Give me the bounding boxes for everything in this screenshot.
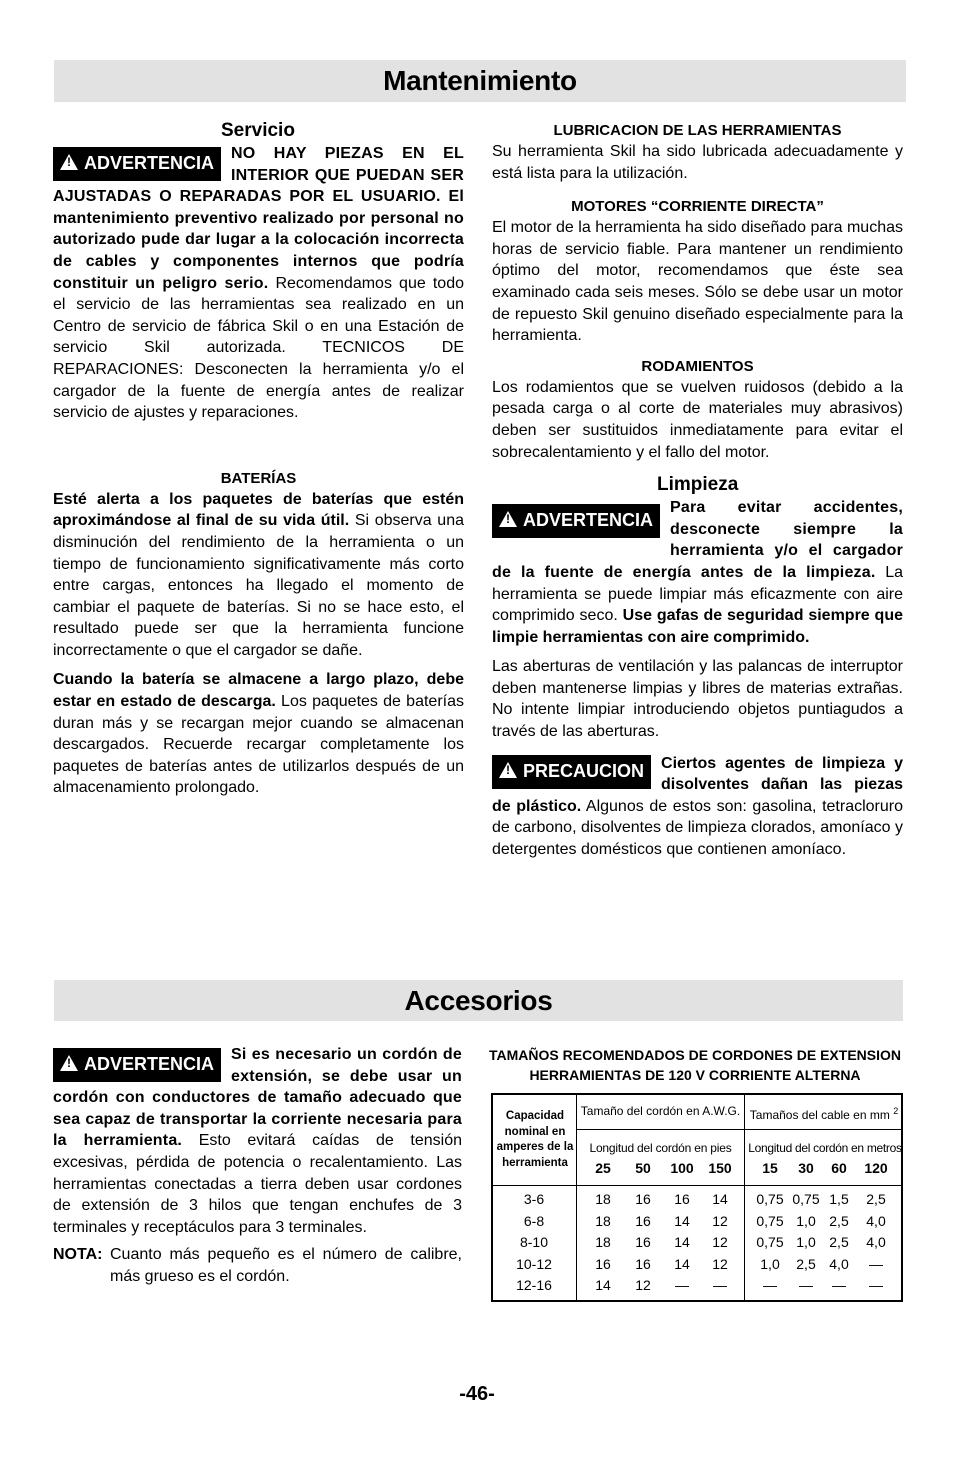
feet-header-cell: 150 bbox=[708, 1160, 732, 1176]
awg-cell: 16 bbox=[635, 1191, 651, 1207]
baterias-paragraph-2: Cuando la batería se almacene a largo plazo, debe estar en estado de descarga. Los paquetes de baterías duran más y se recargan mejor cuando se almacenan descargados. Recuerde recargar completamente los paquetes de baterías antes de utilizarlos después de un almacenamiento prolongado. bbox=[53, 671, 464, 797]
awg-cell: 12 bbox=[712, 1255, 728, 1272]
nota bbox=[53, 1244, 462, 1287]
servicio-warning-bold: NO HAY PIEZAS EN EL INTERIOR QUE PUEDAN SER AJUSTADAS O REPARADAS POR EL USUARIO. El mantenimiento preventivo realizado por personal no autorizado pude dar lugar a la colocación incorrecta de cables y componentes internos que podría constituir un peligro serio. bbox=[53, 145, 464, 292]
awg-cell: 14 bbox=[674, 1255, 690, 1272]
mm-cell: 2,5 bbox=[796, 1255, 816, 1272]
rodamientos-text: Los rodamientos que se vuelven ruidosos (debido a la pesada carga o al corte de materiales muy abrasivos) deben ser sustituidos inmediatamente para evitar el sobrecalentamiento y el fallo del motor. bbox=[492, 378, 903, 461]
col-header-amperes: Capacidad nominal en amperes de la herramienta bbox=[496, 1110, 574, 1169]
motores-heading: MOTORES “CORRIENTE DIRECTA” bbox=[571, 198, 824, 216]
nota-label: NOTA: bbox=[53, 1246, 103, 1264]
awg-cell: 18 bbox=[595, 1212, 611, 1229]
meters-label: Longitud del cordón en metros bbox=[748, 1141, 902, 1155]
limpieza-warning: !ADVERTENCIA Para evitar accidentes, desconecte siempre la herramienta y/o el cargador de la fuente de energía antes de la limpieza. La herramienta se puede limpiar más eficazmente con aire comprimido seco. Use gafas de seguridad siempre que limpie herramientas con aire comprimido. bbox=[492, 497, 903, 648]
feet-header-cell: 100 bbox=[670, 1160, 694, 1176]
limpieza-heading: Limpieza bbox=[657, 474, 739, 496]
awg-cell: 16 bbox=[635, 1212, 651, 1229]
awg-cell: — bbox=[713, 1277, 727, 1294]
awg-cell: 18 bbox=[595, 1191, 611, 1207]
feet-header-cell: 25 bbox=[595, 1160, 611, 1176]
warning-badge: !ADVERTENCIA bbox=[53, 147, 221, 181]
mm-cell: 4,0 bbox=[866, 1234, 886, 1251]
awg-cell: 14 bbox=[712, 1191, 728, 1207]
awg-cell: 16 bbox=[674, 1191, 690, 1207]
warning-triangle-icon bbox=[60, 154, 78, 170]
amps-cell: 8-10 bbox=[519, 1234, 549, 1251]
mm-cell: 0,75 bbox=[792, 1191, 820, 1207]
accessories-warning: !ADVERTENCIA Si es necesario un cordón de extensión, se debe usar un cordón con conductores de tamaño adecuado que sea capaz de transportar la corriente necesaria para la herramienta. Esto evitará caídas de tensión excesivas, pérdida de potencia o recalentamiento. Las herramientas conectadas a tierra deben usar cordones de extensión de 3 hilos que tengan enchufes de 3 terminales y receptáculos para 3 terminales. bbox=[53, 1044, 462, 1238]
warning-triangle-icon bbox=[499, 511, 517, 527]
servicio-heading: Servicio bbox=[221, 120, 295, 141]
awg-cell: 14 bbox=[674, 1212, 690, 1229]
accessories-warning-bold: Si es necesario un cordón de extensión, se debe usar un cordón con conductores de tamaño adecuado que sea capaz de transportar la corriente necesaria para la herramienta. bbox=[53, 1046, 462, 1150]
warning-badge: !ADVERTENCIA bbox=[53, 1048, 221, 1082]
awg-cell: 12 bbox=[635, 1277, 651, 1294]
limpieza-paragraph-2: Las aberturas de ventilación y las palancas de interruptor deben mantenerse limpias y libres de materias extrañas. No intente limpiar introduciendo objetos puntiagudos a través de las aberturas. bbox=[492, 658, 903, 741]
mm-cell: 0,75 bbox=[756, 1191, 784, 1207]
warning-triangle-icon bbox=[60, 1055, 78, 1071]
warning-triangle-icon bbox=[499, 762, 517, 778]
right-column bbox=[492, 120, 903, 861]
mm-cell: 2,5 bbox=[829, 1234, 849, 1251]
mm-cell: 4,0 bbox=[866, 1212, 886, 1229]
awg-cell: 18 bbox=[595, 1234, 611, 1251]
meters-header-cell: 60 bbox=[831, 1160, 847, 1176]
caution-bold: Ciertos agentes de limpieza y disolventes dañan las piezas de plástico. bbox=[492, 754, 903, 815]
feet-header-cell: 50 bbox=[635, 1160, 651, 1176]
feet-label: Longitud del cordón en pies bbox=[589, 1141, 732, 1155]
maintenance-title-bar bbox=[54, 60, 906, 102]
extension-cord-table bbox=[491, 1093, 903, 1302]
page-number: -46- bbox=[459, 1383, 495, 1405]
limpieza-caution: !PRECAUCION Ciertos agentes de limpieza y disolventes dañan las piezas de plástico. Algunos de estos son: gasolina, tetracloruro de carbono, disolventes de limpieza clorados, amoníaco y detergentes domésticos que contienen amoníaco. bbox=[492, 753, 903, 861]
baterias-paragraph-1: Esté alerta a los paquetes de baterías que estén aproximándose al final de su vida útil. Si observa una disminución del rendimiento de la herramienta o un tiempo de funcionamiento significativamente más corto entre cargas, entonces ha llegado el momento de cambiar el paquete de baterías. Si no se hace esto, el resultado puede ser que la herramienta funcione incorrectamente o que el cargador se dañe. bbox=[53, 490, 464, 659]
awg-cell: — bbox=[675, 1277, 689, 1294]
mm-cell: 4,0 bbox=[829, 1255, 849, 1272]
awg-cell: 14 bbox=[674, 1234, 690, 1251]
caution-badge: !PRECAUCION bbox=[492, 755, 651, 789]
awg-cell: 12 bbox=[712, 1212, 728, 1229]
lubricacion-text: Su herramienta Skil ha sido lubricada adecuadamente y está lista para la utilización. bbox=[492, 143, 903, 182]
motores-text: El motor de la herramienta ha sido diseñado para muchas horas de servicio fiable. Para mantener un rendimiento óptimo del motor, recomendamos que éste sea examinado cada seis meses. Sólo se debe usar un motor de repuesto Skil genuino diseñado especialmente para la herramienta. bbox=[492, 219, 903, 345]
accessories-title: Accesorios bbox=[404, 985, 553, 1016]
awg-cell: 14 bbox=[595, 1277, 611, 1294]
awg-cell: 12 bbox=[712, 1234, 728, 1251]
mm-cell: 1,0 bbox=[796, 1212, 816, 1229]
mm-cell: 1,0 bbox=[796, 1234, 816, 1251]
amps-cell: 3-6 bbox=[523, 1191, 545, 1207]
maintenance-title: Mantenimiento bbox=[383, 65, 577, 96]
mm-cell: 2,5 bbox=[829, 1212, 849, 1229]
nota-text: Cuanto más pequeño es el número de calibre, más grueso es el cordón. bbox=[110, 1246, 462, 1285]
mm-cell: — bbox=[869, 1255, 883, 1272]
accessories-text bbox=[53, 1044, 462, 1288]
mm-cell: 0,75 bbox=[756, 1212, 784, 1229]
awg-cell: 16 bbox=[595, 1255, 611, 1272]
warning-badge: !ADVERTENCIA bbox=[492, 504, 660, 538]
meters-header-cell: 30 bbox=[798, 1160, 814, 1176]
col-header-awg: Tamaño del cordón en A.W.G. bbox=[580, 1104, 741, 1118]
servicio-warning bbox=[53, 143, 464, 424]
amps-cell: 10-12 bbox=[516, 1255, 552, 1272]
meters-header-cell: 15 bbox=[762, 1160, 778, 1176]
servicio-warning-text: Recomendamos que todo el servicio de las herramientas sea realizado en un Centro de servicio de fábrica Skil o en una Estación de servicio Skil autorizada. TECNICOS DE REPARACIONES: Desconecten la herramienta y/o el cargador de la fuente de energía antes de realizar servicio de ajustes y reparaciones. bbox=[53, 274, 464, 422]
accessories-title-bar bbox=[54, 980, 903, 1021]
mm-cell: — bbox=[832, 1277, 846, 1294]
rodamientos-heading: RODAMIENTOS bbox=[641, 357, 754, 375]
awg-cell: 16 bbox=[635, 1255, 651, 1272]
mm-cell: — bbox=[799, 1277, 813, 1294]
lubricacion-heading: LUBRICACION DE LAS HERRAMIENTAS bbox=[553, 122, 842, 139]
mm-cell: 1,0 bbox=[760, 1255, 780, 1272]
col-header-mm: Tamaños del cable en mm $^2$ bbox=[749, 1106, 899, 1122]
mm-cell: — bbox=[869, 1277, 883, 1294]
mm-cell: — bbox=[763, 1277, 777, 1294]
awg-cell: 16 bbox=[635, 1234, 651, 1251]
baterias-heading: BATERÍAS bbox=[220, 469, 297, 487]
table-title: TAMAÑOS RECOMENDADOS DE CORDONES DE EXTENSION HERRAMIENTAS DE 120 V CORRIENTE ALTERNA bbox=[489, 1047, 901, 1083]
amps-cell: 12-16 bbox=[516, 1277, 552, 1294]
amps-cell: 6-8 bbox=[523, 1212, 545, 1229]
mm-cell: 2,5 bbox=[866, 1191, 886, 1207]
meters-header-cell: 120 bbox=[864, 1160, 888, 1176]
left-column bbox=[53, 119, 464, 799]
mm-cell: 1,5 bbox=[829, 1191, 849, 1207]
limpieza-warning-bold: Para evitar accidentes, desconecte siempre la herramienta y/o el cargador de la fuente de energía antes de la limpieza. bbox=[492, 499, 903, 581]
mm-cell: 0,75 bbox=[756, 1234, 784, 1251]
